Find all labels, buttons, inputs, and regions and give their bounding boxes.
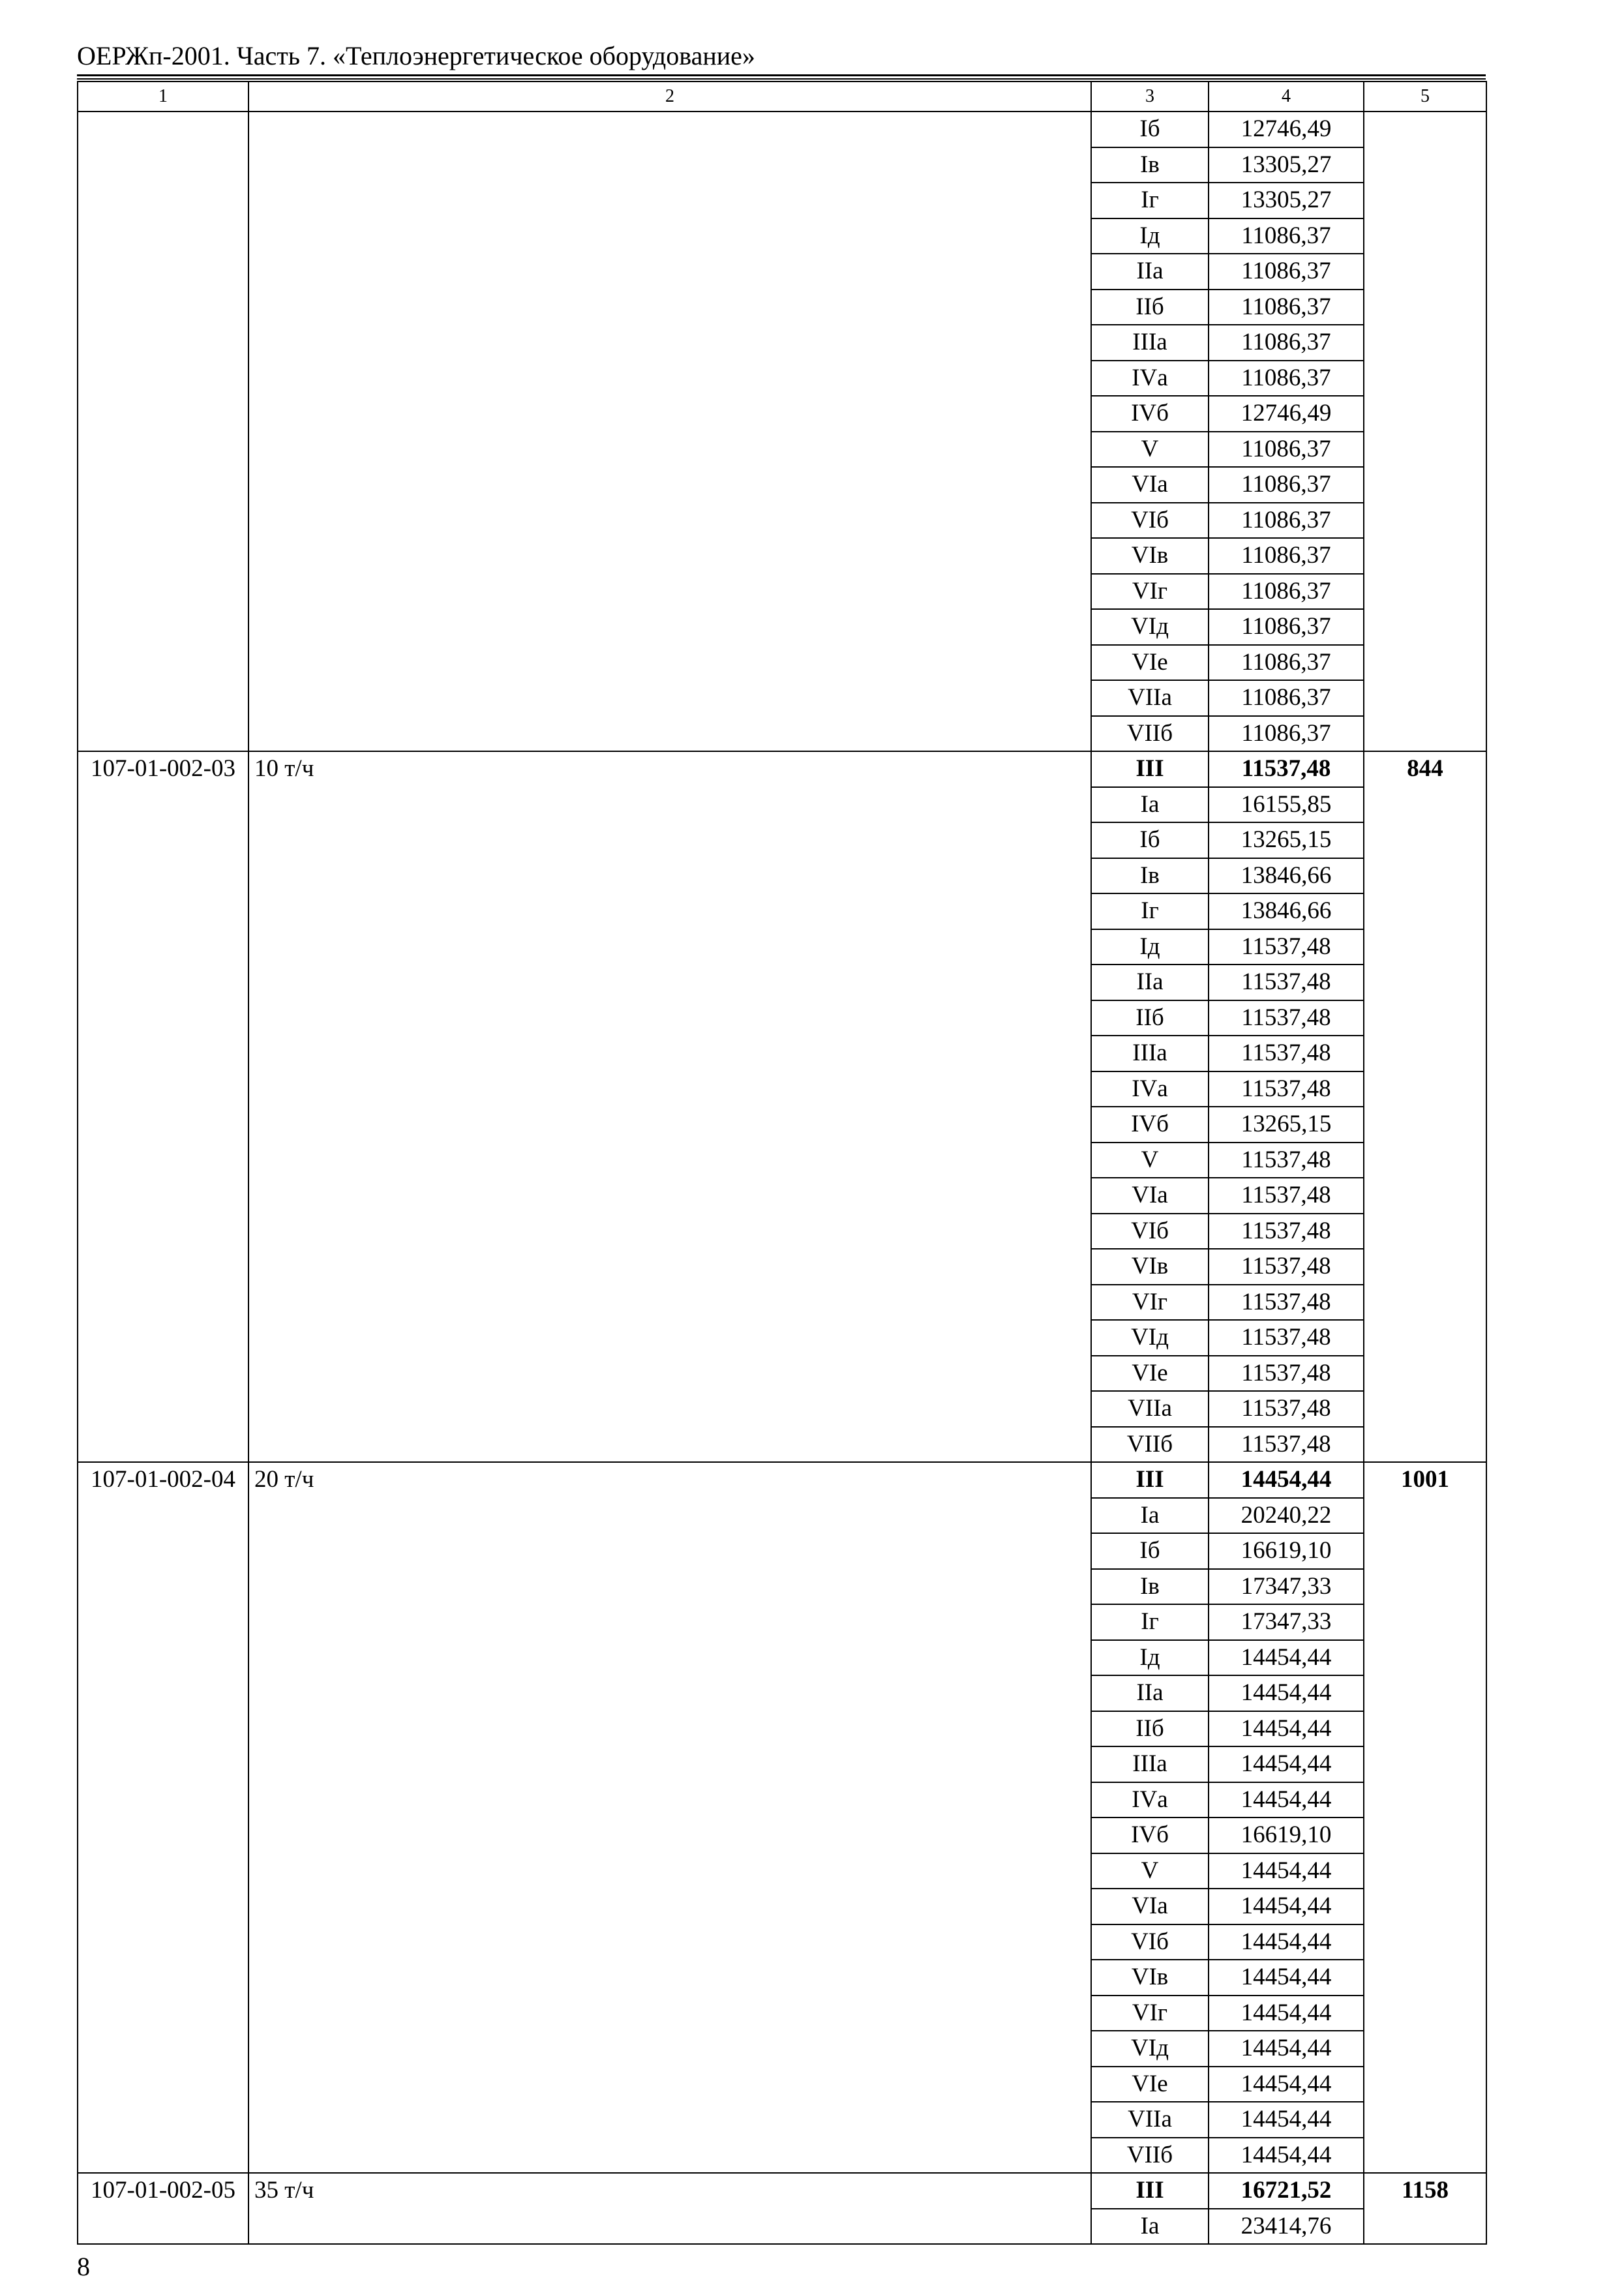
price-cell: 14454,44 (1209, 2102, 1364, 2138)
price-cell: 13265,15 (1209, 822, 1364, 858)
price-cell: 11086,37 (1209, 574, 1364, 610)
zone-cell: IVа (1091, 361, 1209, 396)
price-cell: 11537,48 (1209, 1320, 1364, 1356)
zone-cell: Iд (1091, 929, 1209, 965)
column-number-2: 2 (248, 82, 1091, 112)
zone-cell: VIIб (1091, 1427, 1209, 1463)
zone-cell: VIIа (1091, 2102, 1209, 2138)
price-cell: 11086,37 (1209, 432, 1364, 468)
zone-cell: Iд (1091, 218, 1209, 254)
zone-cell: IVа (1091, 1071, 1209, 1107)
price-cell: 17347,33 (1209, 1569, 1364, 1605)
zone-cell: Iг (1091, 183, 1209, 218)
price-cell: 20240,22 (1209, 1498, 1364, 1534)
zone-cell: IIа (1091, 254, 1209, 290)
description-cell (248, 112, 1091, 751)
price-cell: 13846,66 (1209, 893, 1364, 929)
zone-cell: III (1091, 2173, 1209, 2209)
zone-cell: V (1091, 432, 1209, 468)
zone-cell: Iа (1091, 2209, 1209, 2245)
price-cell: 11086,37 (1209, 290, 1364, 325)
price-cell: 11537,48 (1209, 1249, 1364, 1285)
zone-cell: VIд (1091, 2031, 1209, 2067)
code-cell: 107-01-002-05 (78, 2173, 248, 2244)
price-cell: 11086,37 (1209, 467, 1364, 503)
price-cell: 11537,48 (1209, 929, 1364, 965)
zone-cell: Iг (1091, 1604, 1209, 1640)
table-row (78, 1462, 1486, 1498)
zone-cell: IIIа (1091, 1746, 1209, 1782)
zone-cell: VIв (1091, 1960, 1209, 1996)
total-value: 1158 (1402, 2177, 1449, 2204)
total-cell (1364, 1462, 1486, 2173)
price-cell: 16721,52 (1209, 2173, 1364, 2209)
price-cell: 14454,44 (1209, 1746, 1364, 1782)
zone-cell: IIIа (1091, 325, 1209, 361)
zone-cell: VIе (1091, 645, 1209, 681)
price-cell: 14454,44 (1209, 2031, 1364, 2067)
zone-cell: Iб (1091, 112, 1209, 147)
zone-cell: VIб (1091, 1924, 1209, 1960)
price-cell: 11537,48 (1209, 965, 1364, 1000)
price-cell: 13305,27 (1209, 183, 1364, 218)
zone-cell: Iа (1091, 1498, 1209, 1534)
zone-cell: VIб (1091, 503, 1209, 539)
price-cell: 11537,48 (1209, 1391, 1364, 1427)
price-cell: 14454,44 (1209, 1675, 1364, 1711)
price-cell: 11537,48 (1209, 751, 1364, 787)
zone-cell: IIа (1091, 965, 1209, 1000)
zone-cell: Iб (1091, 1533, 1209, 1569)
column-number-row (78, 82, 1486, 112)
zone-cell: Iб (1091, 822, 1209, 858)
price-table-body (78, 82, 1486, 2244)
page-number: 8 (77, 2252, 90, 2281)
zone-cell: IIб (1091, 1000, 1209, 1036)
price-cell: 11086,37 (1209, 254, 1364, 290)
zone-cell: VIа (1091, 1178, 1209, 1214)
total-value: 844 (1407, 755, 1443, 782)
price-cell: 12746,49 (1209, 396, 1364, 432)
total-cell (1364, 751, 1486, 1462)
zone-cell: VIIа (1091, 1391, 1209, 1427)
zone-cell: VIв (1091, 1249, 1209, 1285)
price-cell: 11086,37 (1209, 218, 1364, 254)
price-cell: 13846,66 (1209, 858, 1364, 894)
price-cell: 14454,44 (1209, 1924, 1364, 1960)
zone-cell: VIг (1091, 1996, 1209, 2031)
price-cell: 11537,48 (1209, 1071, 1364, 1107)
price-cell: 14454,44 (1209, 1640, 1364, 1676)
zone-cell: VIг (1091, 574, 1209, 610)
price-cell: 14454,44 (1209, 1960, 1364, 1996)
zone-cell: III (1091, 1462, 1209, 1498)
price-cell: 11537,48 (1209, 1214, 1364, 1249)
price-cell: 11086,37 (1209, 716, 1364, 752)
price-cell: 11086,37 (1209, 325, 1364, 361)
zone-cell: III (1091, 751, 1209, 787)
code-cell (78, 112, 248, 751)
price-cell: 11537,48 (1209, 1285, 1364, 1321)
zone-cell: VIа (1091, 467, 1209, 503)
zone-cell: IIIа (1091, 1036, 1209, 1071)
zone-cell: Iв (1091, 858, 1209, 894)
description-cell: 35 т/ч (248, 2173, 1091, 2244)
zone-cell: IVб (1091, 1107, 1209, 1143)
price-cell: 11086,37 (1209, 361, 1364, 396)
price-cell: 14454,44 (1209, 1853, 1364, 1889)
table-row (78, 112, 1486, 147)
total-value: 1001 (1401, 1466, 1449, 1493)
price-cell: 11086,37 (1209, 609, 1364, 645)
column-number-3: 3 (1091, 82, 1209, 112)
zone-cell: VIб (1091, 1214, 1209, 1249)
price-cell: 14454,44 (1209, 1996, 1364, 2031)
price-cell: 14454,44 (1209, 2138, 1364, 2174)
price-cell: 11537,48 (1209, 1427, 1364, 1463)
price-table (77, 81, 1487, 2245)
page-header: ОЕРЖп-2001. Часть 7. «Теплоэнергетическое оборудование» (77, 41, 755, 70)
zone-cell: VIд (1091, 1320, 1209, 1356)
price-cell: 14454,44 (1209, 1782, 1364, 1818)
zone-cell: V (1091, 1853, 1209, 1889)
table-row (78, 751, 1486, 787)
price-cell: 14454,44 (1209, 2067, 1364, 2102)
zone-cell: VIIа (1091, 680, 1209, 716)
price-cell: 13265,15 (1209, 1107, 1364, 1143)
zone-cell: Iд (1091, 1640, 1209, 1676)
zone-cell: VIIб (1091, 2138, 1209, 2174)
zone-cell: IIб (1091, 290, 1209, 325)
zone-cell: VIе (1091, 2067, 1209, 2102)
price-cell: 12746,49 (1209, 112, 1364, 147)
zone-cell: IIа (1091, 1675, 1209, 1711)
header-rule-second (77, 78, 1486, 80)
price-cell: 14454,44 (1209, 1711, 1364, 1747)
zone-cell: Iв (1091, 1569, 1209, 1605)
price-cell: 11086,37 (1209, 680, 1364, 716)
zone-cell: VIг (1091, 1285, 1209, 1321)
price-cell: 11537,48 (1209, 1000, 1364, 1036)
zone-cell: IVб (1091, 396, 1209, 432)
price-cell: 17347,33 (1209, 1604, 1364, 1640)
column-number-4: 4 (1209, 82, 1364, 112)
price-cell: 11537,48 (1209, 1356, 1364, 1392)
zone-cell: VIIб (1091, 716, 1209, 752)
zone-cell: VIв (1091, 538, 1209, 574)
header-rule (77, 74, 1486, 76)
zone-cell: IVб (1091, 1818, 1209, 1853)
price-cell: 11537,48 (1209, 1143, 1364, 1178)
zone-cell: VIе (1091, 1356, 1209, 1392)
code-cell: 107-01-002-04 (78, 1462, 248, 2173)
price-cell: 23414,76 (1209, 2209, 1364, 2245)
zone-cell: Iв (1091, 147, 1209, 183)
zone-cell: VIа (1091, 1889, 1209, 1924)
price-cell: 11537,48 (1209, 1036, 1364, 1071)
zone-cell: IIб (1091, 1711, 1209, 1747)
price-cell: 14454,44 (1209, 1889, 1364, 1924)
price-cell: 16619,10 (1209, 1533, 1364, 1569)
price-cell: 14454,44 (1209, 1462, 1364, 1498)
zone-cell: Iг (1091, 893, 1209, 929)
column-number-5: 5 (1364, 82, 1486, 112)
table-row (78, 2173, 1486, 2209)
zone-cell: Iа (1091, 787, 1209, 823)
zone-cell: IVа (1091, 1782, 1209, 1818)
price-cell: 11537,48 (1209, 1178, 1364, 1214)
description-cell: 20 т/ч (248, 1462, 1091, 2173)
total-cell (1364, 2173, 1486, 2244)
zone-cell: VIд (1091, 609, 1209, 645)
price-cell: 11086,37 (1209, 503, 1364, 539)
price-cell: 13305,27 (1209, 147, 1364, 183)
price-cell: 11086,37 (1209, 538, 1364, 574)
price-cell: 16155,85 (1209, 787, 1364, 823)
description-cell: 10 т/ч (248, 751, 1091, 1462)
column-number-1: 1 (78, 82, 248, 112)
zone-cell: V (1091, 1143, 1209, 1178)
total-cell (1364, 112, 1486, 751)
price-cell: 16619,10 (1209, 1818, 1364, 1853)
code-cell: 107-01-002-03 (78, 751, 248, 1462)
price-cell: 11086,37 (1209, 645, 1364, 681)
